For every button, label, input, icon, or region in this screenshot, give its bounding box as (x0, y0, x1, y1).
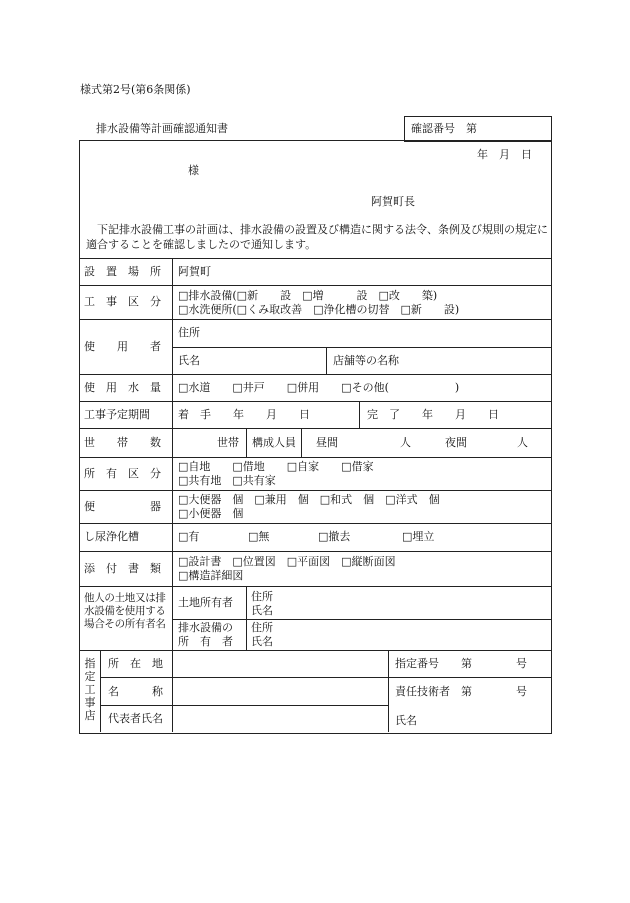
contractor-label: 指定工事店 (84, 657, 96, 722)
row-divider (79, 523, 551, 524)
toilet-line2[interactable]: □小便器 個 (178, 507, 244, 520)
ownership-line2[interactable]: □共有地 □共有家 (178, 474, 276, 487)
septic-option-yes[interactable]: □有 (178, 530, 200, 543)
engineer-name-label: 氏名 (395, 714, 417, 727)
household-members-label: 構成人員 (252, 436, 296, 449)
schedule-label: 工事予定期間 (84, 408, 150, 421)
landowner-address-label: 住所 (251, 590, 273, 603)
contractor-location-label: 所 在 地 (108, 657, 163, 670)
row-divider (79, 374, 551, 375)
col-divider (246, 428, 247, 457)
row-divider (79, 319, 551, 320)
responsible-engineer[interactable]: 責任技術者 第 号 (395, 685, 527, 698)
col-divider (246, 586, 247, 650)
water-options[interactable]: □水道 □井戸 □併用 □その他( ) (178, 381, 460, 394)
user-address-label: 住所 (178, 326, 200, 339)
location-value[interactable]: 阿賀町 (178, 265, 211, 278)
user-label: 使 用 者 (84, 340, 161, 353)
row-divider (172, 347, 551, 348)
ownership-label: 所 有 区 分 (84, 467, 161, 480)
col-divider (326, 347, 327, 374)
household-label: 世 帯 数 (84, 436, 161, 449)
toilet-line1[interactable]: □大便器 個 □兼用 個 □和式 個 □洋式 個 (178, 493, 440, 506)
confirm-number-label: 確認番号 第 (411, 122, 477, 135)
septic-option-fill[interactable]: □埋立 (402, 530, 435, 543)
household-person-night: 人 (517, 436, 528, 449)
col-divider (100, 650, 101, 732)
septic-option-remove[interactable]: □撤去 (318, 530, 351, 543)
equipment-owner-address-label: 住所 (251, 621, 273, 634)
schedule-start[interactable]: 着 手 年 月 日 (178, 408, 310, 421)
designation-number[interactable]: 指定番号 第 号 (395, 657, 527, 670)
toilet-label: 便 器 (84, 500, 161, 513)
row-divider (100, 705, 388, 706)
landowner-label: 土地所有者 (178, 596, 233, 609)
equipment-owner-label-2: 所 有 者 (178, 635, 233, 648)
septic-label: し尿浄化槽 (84, 530, 139, 543)
row-divider (79, 457, 551, 458)
col-divider (172, 650, 173, 732)
work-type-label: 工 事 区 分 (84, 295, 161, 308)
intro-text: 下記排水設備工事の計画は、排水設備の設置及び構造に関する法令、条例及び規則の規定に適合することを確認しましたので通知します。 (86, 223, 548, 251)
col-divider (359, 401, 360, 428)
user-shop-label: 店舗等の名称 (333, 354, 399, 367)
household-person-day: 人 (400, 436, 411, 449)
row-divider (79, 586, 551, 587)
household-unit: 世帯 (217, 436, 239, 449)
other-land-label: 他人の土地又は排水設備を使用する場合その所有者名 (84, 592, 166, 630)
location-label: 設 置 場 所 (84, 265, 161, 278)
schedule-end[interactable]: 完 了 年 月 日 (367, 408, 499, 421)
row-divider (79, 490, 551, 491)
row-divider (79, 285, 551, 286)
septic-option-no[interactable]: □無 (248, 530, 270, 543)
row-divider (100, 677, 551, 678)
ownership-line1[interactable]: □自地 □借地 □自家 □借家 (178, 460, 374, 473)
attachments-label: 添 付 書 類 (84, 562, 161, 575)
row-divider (79, 650, 551, 651)
household-night-label: 夜間 (445, 436, 467, 449)
work-type-line1[interactable]: □排水設備(□新 設 □増 設 □改 築) (178, 289, 438, 302)
contractor-rep-label: 代表者氏名 (108, 712, 163, 725)
row-divider (79, 401, 551, 402)
household-day-label: 昼間 (316, 436, 338, 449)
form-number: 様式第2号(第6条関係) (80, 83, 191, 96)
page-title: 排水設備等計画確認通知書 (96, 122, 228, 135)
issuer: 阿賀町長 (371, 195, 415, 208)
attachments-line1[interactable]: □設計書 □位置図 □平面図 □縦断面図 (178, 555, 396, 568)
user-name-label: 氏名 (178, 354, 200, 367)
row-divider (79, 258, 551, 259)
col-divider (388, 650, 389, 732)
attachments-line2[interactable]: □構造詳細図 (178, 569, 244, 582)
col-divider (301, 428, 302, 457)
contractor-name-label: 名 称 (108, 685, 163, 698)
addressee-suffix: 様 (188, 164, 199, 177)
equipment-owner-label-1: 排水設備の (178, 621, 233, 634)
equipment-owner-name-label: 氏名 (251, 635, 273, 648)
row-divider (79, 551, 551, 552)
date-line: 年 月 日 (477, 148, 532, 161)
landowner-name-label: 氏名 (251, 604, 273, 617)
row-divider (79, 428, 551, 429)
work-type-line2[interactable]: □水洗便所(□くみ取改善 □浄化槽の切替 □新 設) (178, 303, 460, 316)
row-divider (172, 619, 551, 620)
col-divider (172, 258, 173, 650)
water-label: 使 用 水 量 (84, 381, 161, 394)
